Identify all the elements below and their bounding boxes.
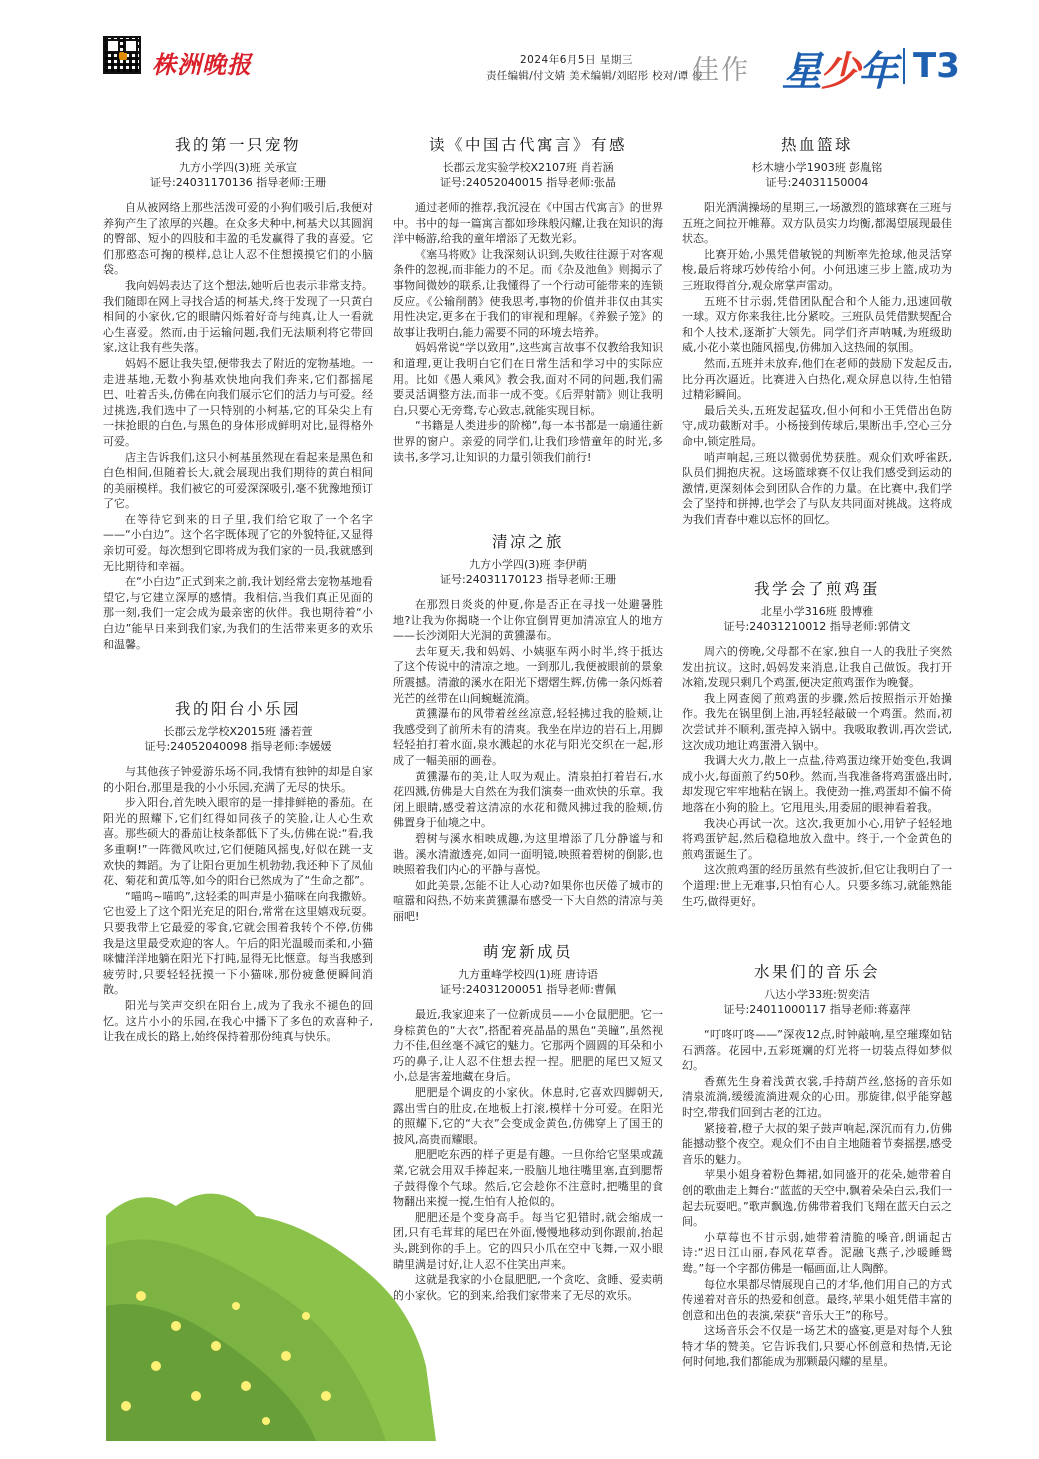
paragraph: 最近,我家迎来了一位新成员——小仓鼠肥肥。它一身棕黄色的“大衣”,搭配着亮晶晶的黑色“美瞳”,虽然视力不佳,但丝毫不减它的魅力。它那两个圆圆的耳朵和小巧的鼻子,让人忍不住想去捏一捏。肥肥的尾巴又短又小,总是害羞地藏在身后。 — [393, 1008, 663, 1084]
paragraph: 苹果小姐身着粉色舞裙,如同盛开的花朵,她带着自创的歌曲走上舞台:“蓝蓝的天空中,飘着朵朵白云,我们一起去玩耍吧。”歌声飘逸,仿佛带着我们飞翔在蓝天白云之间。 — [682, 1168, 952, 1229]
paragraph: “书籍是人类进步的阶梯”,每一本书都是一扇通往新世界的窗户。亲爱的同学们,让我们珍惜童年的时光,多读书,多学习,让知识的力量引领我们前行! — [393, 419, 663, 464]
article-body — [393, 200, 663, 465]
paragraph: 我调大火力,散上一点盐,待鸡蛋边缘开始变色,我调成小火,每面煎了约50秒。然而,当我准备将鸡蛋盛出时,却发现它牢牢地粘在锅上。我使劲一推,鸡蛋却不偏不倚地落在小狗的脸上。它甩甩头,用委屈的眼神看着我。 — [682, 754, 952, 814]
certificate-line: 证号:24011000117 指导老师:蒋嘉萍 — [723, 1003, 911, 1016]
page-number: T3 — [913, 46, 960, 86]
certificate-line: 证号:24031170136 指导老师:王珊 — [150, 176, 326, 189]
paragraph: 哨声响起,三班以微弱优势获胜。观众们欢呼雀跃,队员们拥抱庆祝。这场篮球赛不仅让我们感受到运动的激情,更深刻体会到团队合作的力量。在比赛中,我们学会了坚持和拼搏,也学会了与队友共同面对挑战。这将成为我们青春中难以忘怀的回忆。 — [682, 450, 952, 526]
article-title: 读《中国古代寓言》有感 — [428, 136, 627, 154]
paragraph: 我向妈妈表达了这个想法,她听后也表示非常支持。我们随即在网上寻找合适的柯基犬,终于发现了一只黄白相间的小家伙,它的眼睛闪烁着好奇与纯真,让人一看就心生喜爱。然而,由于运输问题,我们无法顺利将它带回家,这让我有些失落。 — [103, 278, 373, 355]
article-basketball — [682, 133, 952, 527]
paragraph: 在“小白边”正式到来之前,我计划经常去宠物基地看望它,与它建立深厚的感情。我相信,当我们真正见面的那一刻,我们一定会成为最亲密的伙伴。我也期待着“小白边”能早日来到我们家,为我们的生活带来更多的欢乐和温馨。 — [103, 575, 373, 651]
page-divider — [903, 48, 905, 84]
paragraph: 黄獯瀑布的美,让人叹为观止。清泉拍打着岩石,水花四溅,仿佛是大自然在为我们演奏一曲欢快的乐章。我闭上眼睛,感受着这清凉的水花和微风拂过我的脸颊,仿佛置身于仙境之中。 — [393, 769, 663, 830]
article-title: 萌宠新成员 — [482, 943, 573, 961]
paragraph: 步入阳台,首先映入眼帘的是一排排鲜艳的番茄。在阳光的照耀下,它们红得如同孩子的笑脸,让人心生欢喜。那些硕大的番茄让枝条都低下了头,仿佛在说:“看,我多重啊!”一阵微风吹过,它们便随风摇曳,好似在跳一支欢快的舞蹈。为了让阳台更加生机勃勃,我还种下了凤仙花、菊花和黄瓜等,如今的阳台已然成为了“生命之都”。 — [103, 796, 373, 888]
paragraph: 在那烈日炎炎的仲夏,你是否正在寻找一处避暑胜地?让我为你揭晓一个让你宜倒胃更加清凉宜人的地方——长沙浏阳大光洞的黄獯瀑布。 — [393, 598, 663, 643]
issue-date: 2024年6月5日 星期三 — [520, 54, 633, 66]
green-hill-illustration — [96, 1176, 516, 1441]
author-line: 长郡云龙学校X2015班 潘若萱 — [163, 725, 313, 738]
article-title: 清凉之旅 — [491, 533, 564, 551]
paragraph: 香蕉先生身着浅黄衣裳,手持葫芦丝,悠扬的音乐如清泉流淌,缓缓流淌进观众的心田。那旋律,似乎能穿越时空,带我们回到古老的江边。 — [682, 1074, 952, 1119]
paragraph: 紧接着,橙子大叔的架子鼓声响起,深沉而有力,仿佛能撼动整个夜空。观众们不由自主地随着节奏摇摆,感受音乐的魅力。 — [682, 1121, 952, 1166]
paragraph: “喵呜~喵呜”,这轻柔的叫声是小猫咪在向我撒娇。它也爱上了这个阳光充足的阳台,常常在这里嬉戏玩耍。只要我带上它最爱的零食,它就会围着我转个不停,仿佛我是这里最受欢迎的客人。午后的阳光温暖而柔和,小猫咪慵洋洋地躺在阳光下打盹,显得无比惬意。每当我感到疲劳时,只要轻轻抚摸一下小猫咪,那份疲惫便瞬间消散。 — [103, 889, 373, 997]
editor-credits: 责任编辑/付文婧 美术编辑/刘昭彤 校对/谭 俊 — [486, 70, 703, 82]
certificate-line: 证号:24052040098 指导老师:李媛媛 — [144, 740, 332, 753]
masthead — [0, 0, 1039, 100]
paragraph: 《塞马将败》让我深刻认识到,失败往往源于对客观条件的忽视,而非能力的不足。而《杂及池鱼》则揭示了事物间微妙的联系,让我懂得了一个行动可能带来的连锁反应。《公输削鹊》使我思考,事物的价值并非仅由其实用性决定,更多在于我们的审视和理解。《养猴子笼》的故事让我明白,能力需要不同的环境去培养。 — [393, 247, 663, 339]
paragraph: 在等待它到来的日子里,我们给它取了一个名字——“小白边”。这个名字既体现了它的外貌特征,又显得亲切可爱。每次想到它即将成为我们家的一员,我就感到无比期待和幸福。 — [103, 512, 373, 573]
newspaper-logo: 株洲晚报 — [152, 50, 252, 79]
paragraph: 最后关头,五班发起猛攻,但小何和小王凭借出色防守,成功截断对手。小杨接到传球后,果断出手,空心三分命中,锁定胜局。 — [682, 403, 952, 448]
certificate-line: 证号:24052040015 指导老师:张晶 — [440, 176, 616, 189]
author-line: 杉木塘小学1903班 彭胤铭 — [751, 161, 883, 174]
qr-code-icon — [103, 36, 141, 74]
brand-logo — [782, 40, 896, 97]
article-body — [393, 597, 663, 924]
brand-char: 年 — [858, 49, 896, 95]
article-body — [682, 1027, 952, 1370]
paragraph: 这次煎鸡蛋的经历虽然有些波折,但它让我明白了一个道理:世上无难事,只怕有心人。只要多练习,就能熟能生巧,做得更好。 — [682, 863, 952, 908]
article-title: 我的第一只宠物 — [174, 136, 301, 154]
certificate-line: 证号:24031200051 指导老师:曹佩 — [440, 983, 616, 996]
paragraph: 小草莓也不甘示弱,她带着清脆的嗓音,朗诵起古诗:“迟日江山丽,春风花草香。泥融飞燕子,沙暖睡鸳鸯。”每一个字都仿佛是一幅画面,让人陶醉。 — [682, 1230, 952, 1275]
paragraph: 肥肥是个调皮的小家伙。休息时,它喜欢四脚朝天,露出雪白的肚皮,在地板上打滚,模样十分可爱。在阳光的照耀下,它的“大衣”会变成金黄色,仿佛穿上了国王的披风,高贵而耀眼。 — [393, 1085, 663, 1146]
paragraph: 妈妈不愿让我失望,便带我去了附近的宠物基地。一走进基地,无数小狗基欢快地向我们奔来,它们都摇尾巴、吐着舌头,仿佛在向我们展示它们的活力与可爱。经过挑选,我们选中了一只特别的小柯基,它的耳朵尖上有一抹抢眼的白色,与黑色的身体形成鲜明对比,显得格外可爱。 — [103, 356, 373, 448]
article-balcony-garden — [103, 697, 373, 1045]
paragraph: 店主告诉我们,这只小柯基虽然现在看起来是黑色和白色相间,但随着长大,就会展现出我们期待的黄白相间的美丽模样。我们被它的可爱深深吸引,毫不犹豫地预订了它。 — [103, 450, 373, 511]
brand-char: 星 — [782, 49, 820, 95]
certificate-line: 证号:24031150004 — [765, 176, 869, 189]
article-title: 我学会了煎鸡蛋 — [753, 580, 880, 598]
article-body — [103, 764, 373, 1045]
article-fried-egg — [682, 577, 952, 909]
paragraph: 阳光与笑声交织在阳台上,成为了我永不褪色的回忆。这片小小的乐园,在我心中播下了多色的欢喜种子,让我在成长的路上,始终保持着那份纯真与快乐。 — [103, 998, 373, 1044]
author-line: 九方小学四(3)班 李伊萌 — [468, 558, 588, 571]
paragraph: 自从被网络上那些活泼可爱的小狗们吸引后,我便对养狗产生了浓厚的兴趣。在众多犬种中,柯基犬以其圆润的臀部、短小的四肢和丰盈的毛发赢得了我的喜爱。它们那憨态可掬的模样,总让人忍不住想摸摸它们的小脑袋。 — [103, 201, 373, 277]
paragraph: 每位水果都尽情展现自己的才华,他们用自己的方式传递着对音乐的热爱和创意。最终,苹果小姐凭借丰富的创意和出色的表演,荣获“音乐大王”的称号。 — [682, 1277, 952, 1322]
paragraph: 通过老师的推荐,我沉浸在《中国古代寓言》的世界中。书中的每一篇寓言都如珍珠般闪耀,让我在知识的海洋中畅游,给我的童年增添了无数光彩。 — [393, 201, 663, 246]
certificate-line: 证号:24031170123 指导老师:王珊 — [440, 573, 616, 586]
paragraph: 这就是我家的小仓鼠肥肥,一个贪吃、贪睡、爱卖萌的小家伙。它的到来,给我们家带来了无尽的欢乐。 — [393, 1273, 663, 1302]
paragraph: 肥肥吃东西的样子更是有趣。一旦你给它坚果或蔬菜,它就会用双手捧起来,一股脑儿地往嘴里塞,直到腮帮子鼓得像个气球。然后,它会趁你不注意时,把嘴里的食物翻出来搅一搅,生怕有人抢似的。 — [393, 1148, 663, 1209]
paragraph: “叮咚叮咚——”深夜12点,时钟敲响,星空璀璨如钻石洒落。花园中,五彩斑斓的灯光将一切装点得如梦似幻。 — [682, 1028, 952, 1073]
article-body — [103, 200, 373, 652]
paragraph: 与其他孩子钟爱游乐场不同,我情有独钟的却是自家的小阳台,那里是我的小小乐园,充满了无尽的快乐。 — [103, 765, 373, 794]
paragraph: 五班不甘示弱,凭借团队配合和个人能力,迅速回敬一球。双方你来我往,比分紧咬。三班队员凭借默契配合和个人技术,逐渐扩大领先。同学们齐声呐喊,为班级助威,小花小菜也随风摇曳,仿佛加入这热闹的氛围。 — [682, 294, 952, 355]
author-line: 九方重峰学校四(1)班 唐诗语 — [457, 968, 599, 981]
paragraph: 周六的傍晚,父母都不在家,独自一人的我肚子突然发出抗议。这时,妈妈发来消息,让我自己做饭。我打开冰箱,发现只剩几个鸡蛋,便决定煎鸡蛋作为晚餐。 — [682, 645, 952, 690]
paragraph: 我决心再试一次。这次,我更加小心,用铲子轻轻地将鸡蛋铲起,然后稳稳地放入盘中。终于,一个金黄色的煎鸡蛋诞生了。 — [682, 816, 952, 861]
brand-char: 少 — [820, 49, 858, 95]
article-cool-trip — [393, 530, 663, 924]
article-title: 水果们的音乐会 — [753, 963, 880, 981]
paragraph: 这场音乐会不仅是一场艺术的盛宴,更是对每个人独特才华的赞美。它告诉我们,只要心怀创意和热情,无论何时何地,我们都能成为那颗最闪耀的星星。 — [682, 1324, 952, 1369]
paragraph: 阳光洒满操场的星期三,一场激烈的篮球赛在三班与五班之间拉开帷幕。双方队员实力均衡,都渴望展现最佳状态。 — [682, 201, 952, 246]
section-name: 佳作 — [692, 55, 750, 86]
author-line: 北星小学316班 殷博雅 — [760, 605, 874, 618]
certificate-line: 证号:24031210012 指导老师:郭倩文 — [723, 620, 911, 633]
article-title: 热血篮球 — [780, 136, 853, 154]
paragraph: 妈妈常说“学以致用”,这些寓言故事不仅教给我知识和道理,更让我明白它们在日常生活和学习中的实际应用。比如《愚人乘风》教会我,面对不同的问题,我们需要灵活调整方法,而非一成不变。《后羿射箭》则让我明白,只要心无旁骛,专心致志,就能实现目标。 — [393, 341, 663, 417]
article-first-pet — [103, 133, 373, 652]
paragraph: 比赛开始,小黑凭借敏锐的判断率先抢球,他灵活穿梭,最后将球巧妙传给小何。小何迅速三步上篮,成功为三班取得首分,观众席掌声雷动。 — [682, 247, 952, 292]
author-line: 长郡云龙实验学校X2107班 肖若涵 — [442, 161, 614, 174]
author-line: 八达小学33班:贺奕洁 — [764, 988, 870, 1001]
paragraph: 黄獯瀑布的风带着丝丝凉意,轻轻拂过我的脸颊,让我感受到了前所未有的清爽。我坐在岸边的岩石上,用脚轻轻拍打着水面,泉水溅起的水花与阳光交织在一起,形成了一幅美丽的画卷。 — [393, 707, 663, 767]
paragraph: 碧树与溪水相映成趣,为这里增添了几分静谧与和谐。溪水清澈透亮,如同一面明镜,映照着碧树的倒影,也映照着我们内心的平静与喜悦。 — [393, 831, 663, 877]
article-fruit-concert — [682, 960, 952, 1370]
paragraph: 肥肥还是个变身高手。每当它犯错时,就会缩成一团,只有毛茸茸的尾巴在外面,慢慢地移动到你跟前,抬起头,跳到你的手上。它的四只小爪在空中飞舞,一双小眼睛里满是讨好,让人忍不住笑出声来。 — [393, 1210, 663, 1271]
paragraph: 去年夏天,我和妈妈、小姨驱车两小时半,终于抵达了这个传说中的清凉之地。一到那儿,我便被眼前的景象所震撼。清澈的溪水在阳光下熠熠生辉,仿佛一条闪烁着光芒的丝带在山间蜿蜒流淌。 — [393, 644, 663, 705]
article-ancient-fables — [393, 133, 663, 465]
paragraph: 我上网查阅了煎鸡蛋的步骤,然后按照指示开始操作。我先在锅里倒上油,再轻轻敲破一个鸡蛋。然而,初次尝试并不顺利,蛋壳掉入锅中。我吸取教训,再次尝试,这次成功地让鸡蛋滑入锅中。 — [682, 691, 952, 752]
article-body — [682, 200, 952, 527]
paragraph: 如此美景,怎能不让人心动?如果你也厌倦了城市的喧嚣和闷热,不妨来黄獯瀑布感受一下大自然的清凉与美丽吧! — [393, 878, 663, 923]
paragraph: 然而,五班并未放弃,他们在老师的鼓励下发起反击,比分再次逼近。比赛进入白热化,观众屏息以待,生怕错过精彩瞬间。 — [682, 356, 952, 402]
article-title: 我的阳台小乐园 — [174, 700, 301, 718]
author-line: 九方小学四(3)班 关承宣 — [178, 161, 298, 174]
article-body — [682, 644, 952, 909]
